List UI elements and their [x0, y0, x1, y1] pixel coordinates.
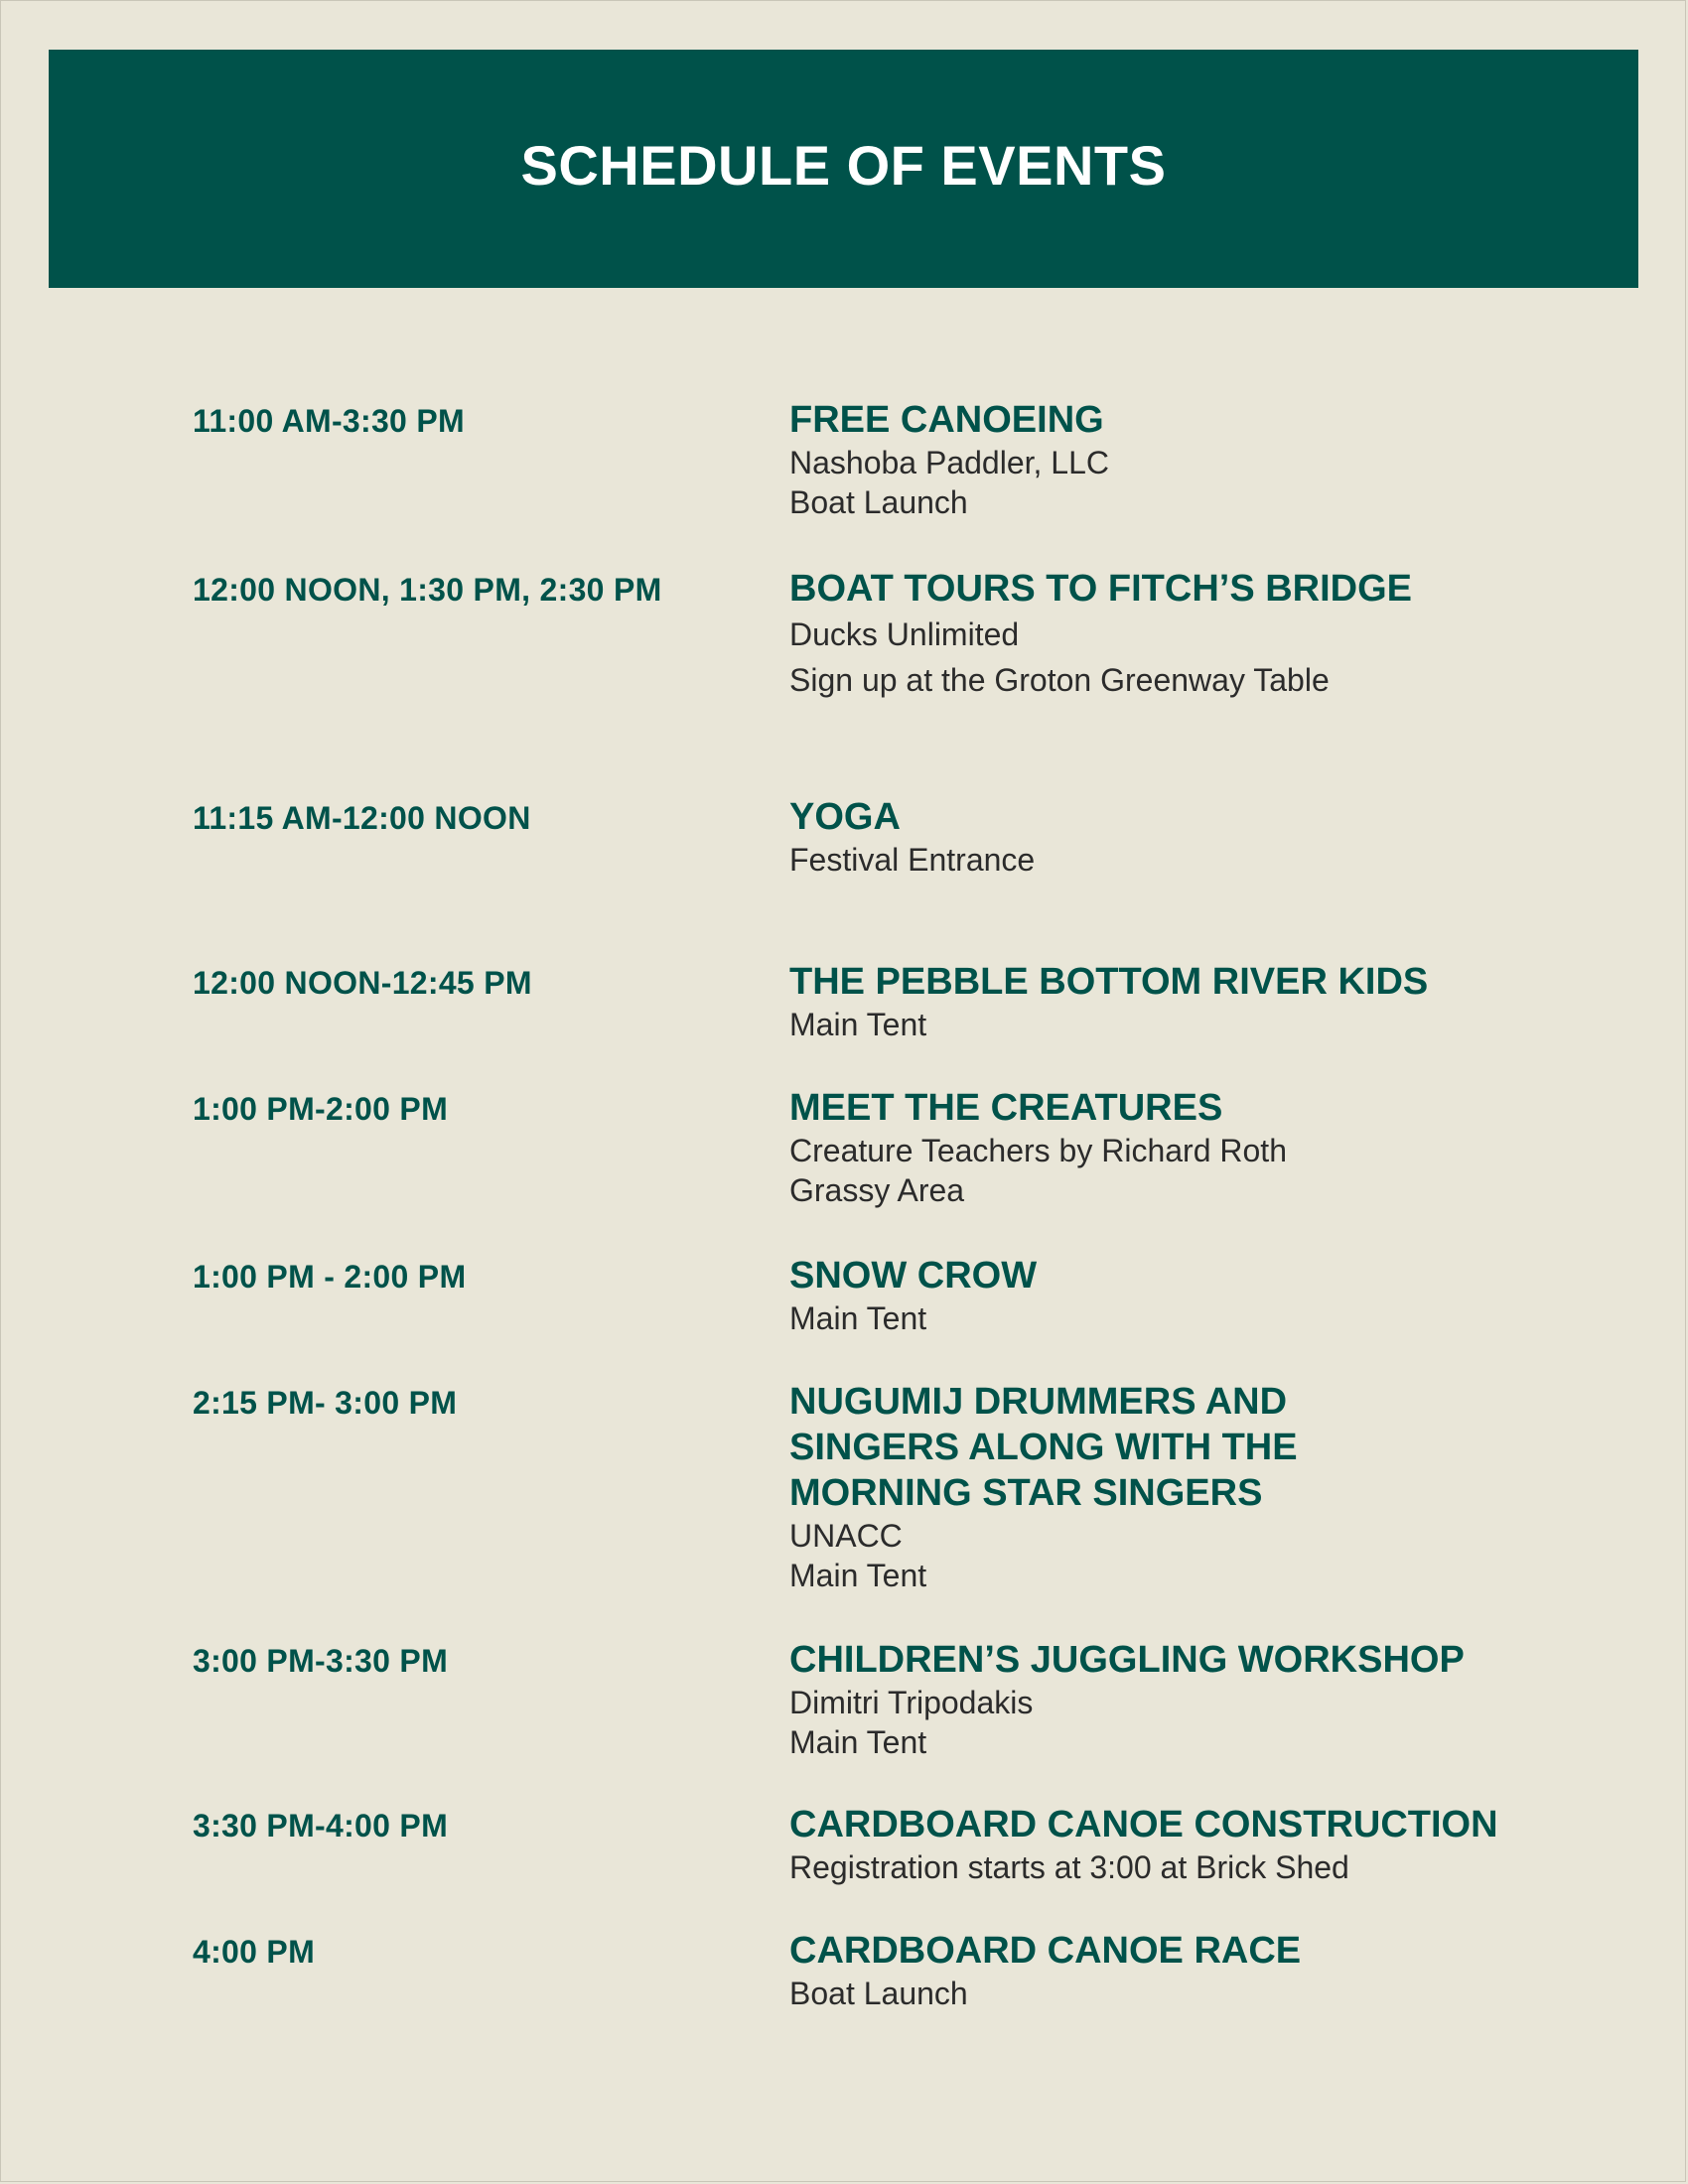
event-organizer: Dimitri Tripodakis: [789, 1685, 1034, 1720]
event-time: 3:30 PM-4:00 PM: [193, 1808, 449, 1843]
event-location: Main Tent: [789, 1300, 927, 1336]
event-title: CARDBOARD CANOE CONSTRUCTION: [789, 1804, 1498, 1845]
event-details: [789, 1928, 1643, 2013]
event-details: [789, 959, 1643, 1044]
event-details: [789, 1085, 1643, 1210]
event-time: 11:15 AM-12:00 NOON: [193, 800, 531, 836]
event-location: Main Tent: [789, 1724, 927, 1760]
event-location: Grassy Area: [789, 1172, 965, 1208]
event-time: 1:00 PM - 2:00 PM: [193, 1259, 467, 1295]
event-signup-note: Sign up at the Groton Greenway Table: [789, 662, 1330, 698]
event-details: [789, 1379, 1643, 1595]
event-details: [789, 397, 1643, 522]
event-details: [789, 794, 1643, 880]
event-registration-note: Registration starts at 3:00 at Brick Shed: [789, 1849, 1349, 1885]
page-title: SCHEDULE OF EVENTS: [520, 133, 1167, 197]
event-title: THE PEBBLE BOTTOM RIVER KIDS: [789, 961, 1429, 1003]
event-title: CHILDREN’S JUGGLING WORKSHOP: [789, 1639, 1465, 1681]
event-details: [789, 1637, 1643, 1762]
event-location: Main Tent: [789, 1558, 927, 1593]
event-organizer: Nashoba Paddler, LLC: [789, 445, 1109, 480]
event-location: Festival Entrance: [789, 842, 1036, 878]
event-title: SNOW CROW: [789, 1255, 1038, 1297]
event-time: 3:00 PM-3:30 PM: [193, 1643, 449, 1679]
event-time: 2:15 PM- 3:00 PM: [193, 1385, 458, 1421]
event-time: 1:00 PM-2:00 PM: [193, 1091, 449, 1127]
event-time: 11:00 AM-3:30 PM: [193, 403, 465, 439]
event-organizer: Creature Teachers by Richard Roth: [789, 1133, 1287, 1168]
event-location: Main Tent: [789, 1007, 927, 1042]
event-organizer: Ducks Unlimited: [789, 616, 1020, 652]
event-details: [789, 566, 1643, 703]
event-location: Boat Launch: [789, 1976, 968, 2011]
event-details: [789, 1253, 1643, 1338]
event-title: CARDBOARD CANOE RACE: [789, 1930, 1302, 1972]
event-title: NUGUMIJ DRUMMERS AND SINGERS ALONG WITH THE MORNING STAR SINGERS: [789, 1381, 1298, 1514]
event-time: 12:00 NOON, 1:30 PM, 2:30 PM: [193, 572, 662, 608]
event-details: [789, 1802, 1643, 1887]
event-title: BOAT TOURS TO FITCH’S BRIDGE: [789, 568, 1413, 610]
event-time: 4:00 PM: [193, 1934, 316, 1970]
event-title: FREE CANOEING: [789, 399, 1104, 441]
event-time: 12:00 NOON-12:45 PM: [193, 965, 532, 1001]
event-organizer: UNACC: [789, 1518, 903, 1554]
header-banner: [49, 50, 1638, 288]
event-title: YOGA: [789, 796, 901, 838]
event-location: Boat Launch: [789, 484, 968, 520]
event-title: MEET THE CREATURES: [789, 1087, 1223, 1129]
